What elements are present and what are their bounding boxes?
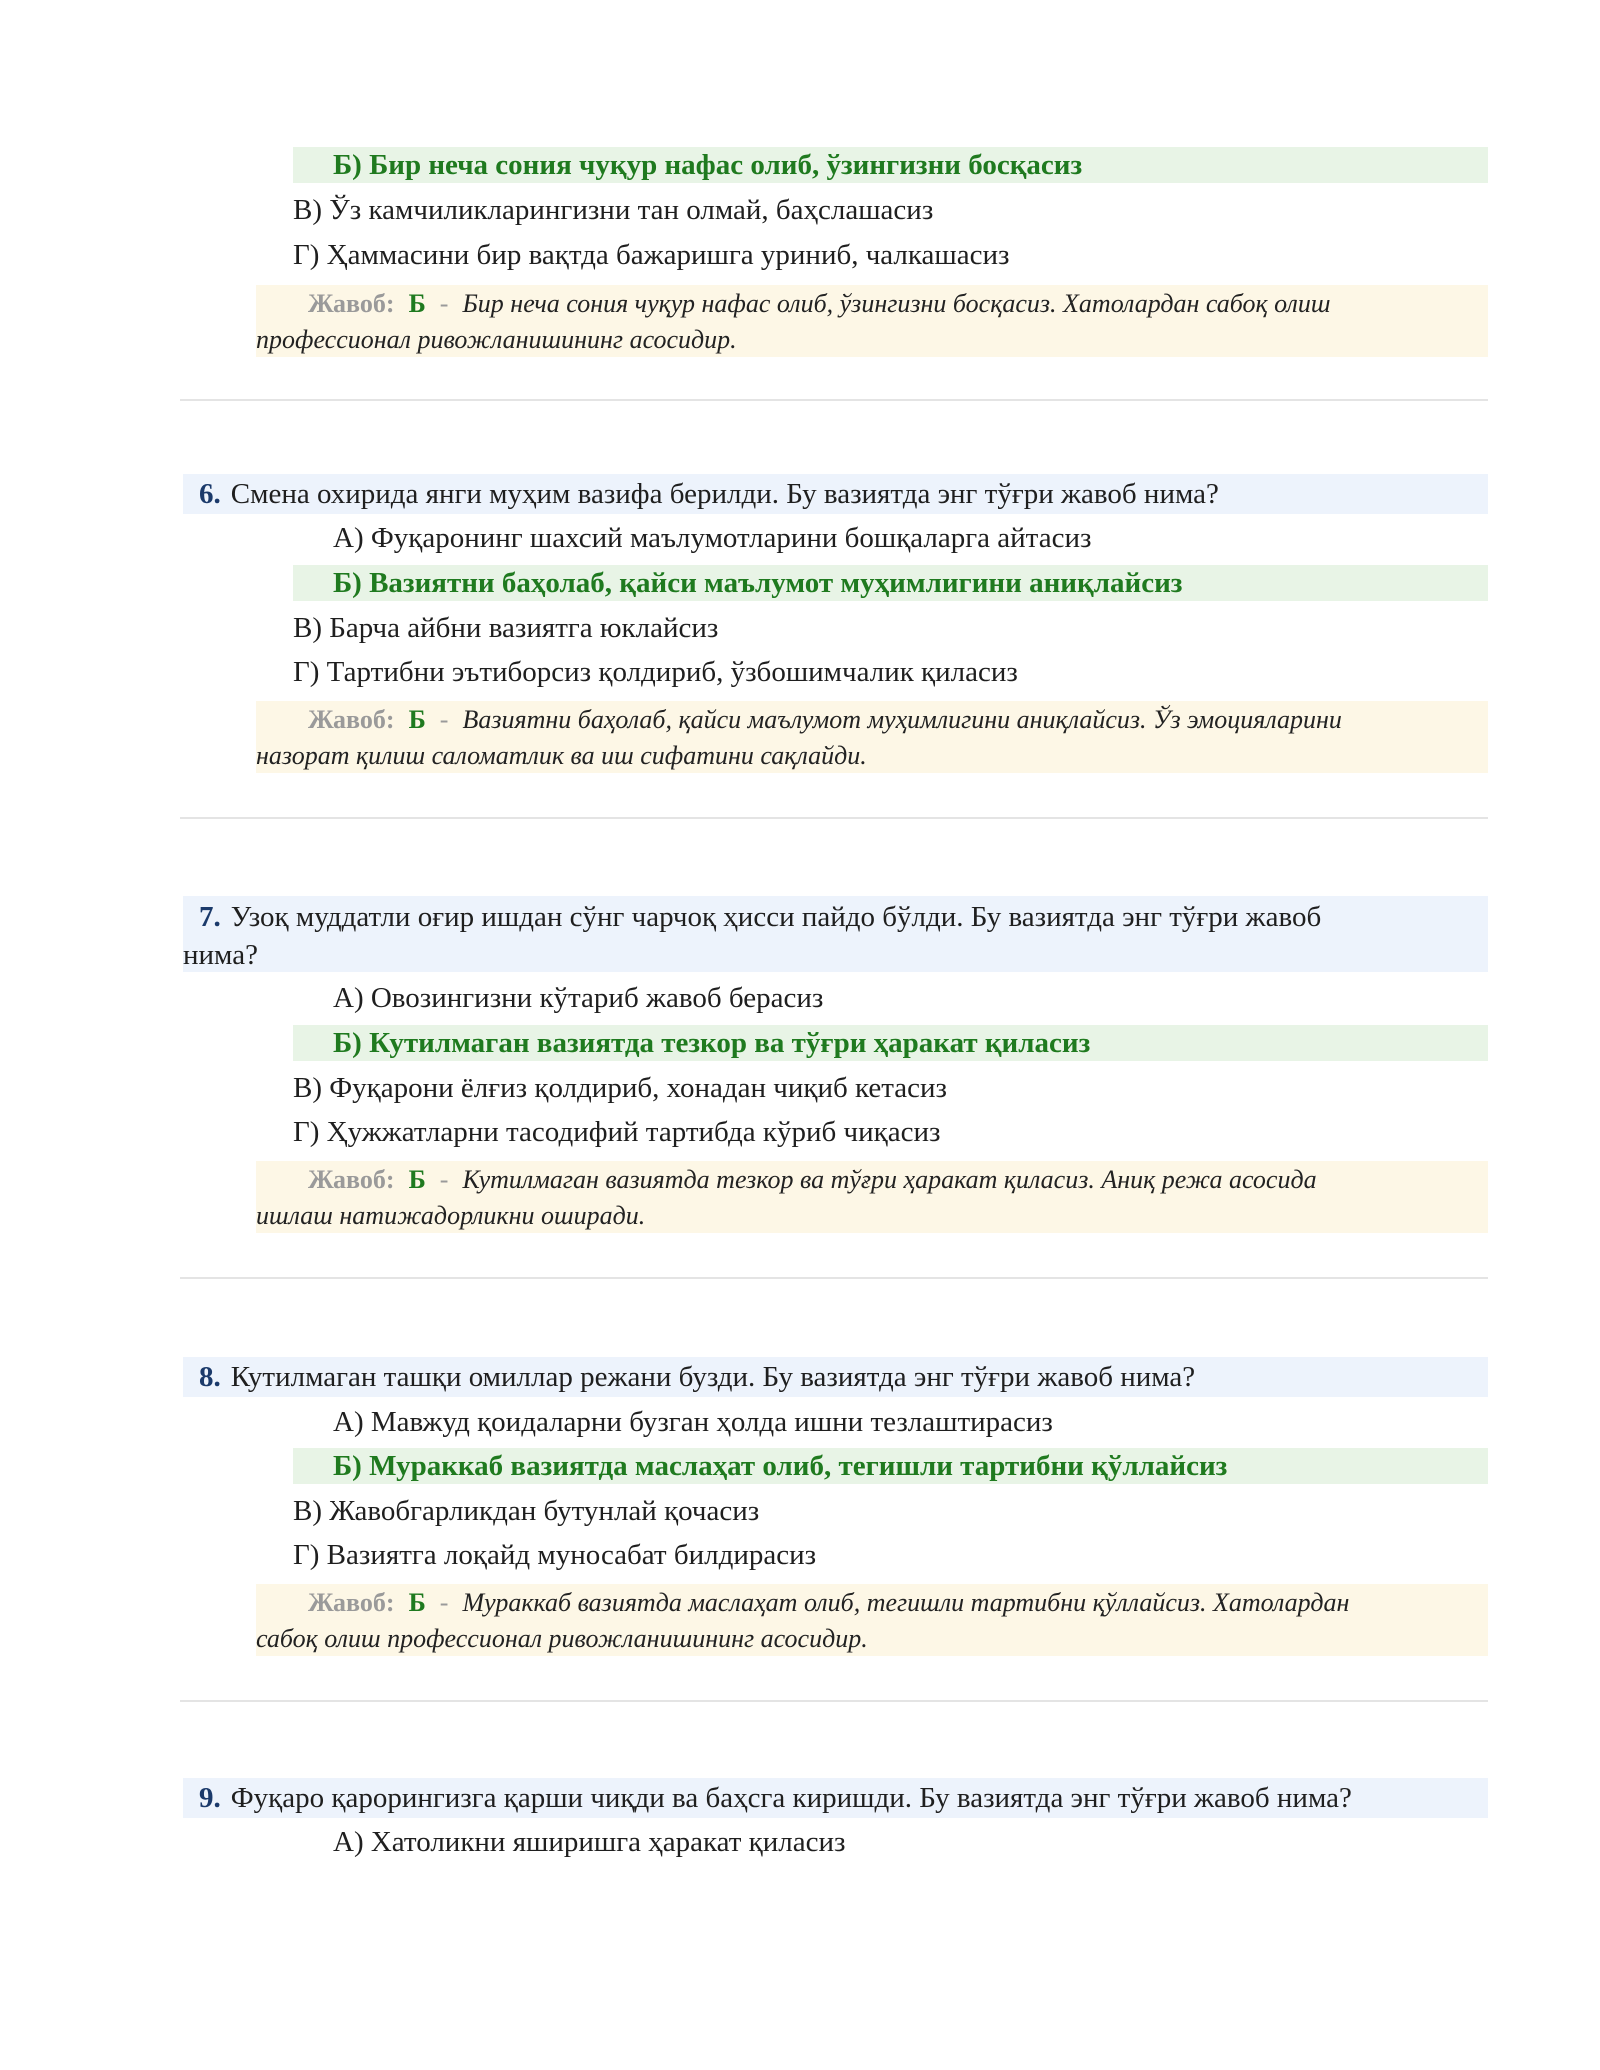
answer-explanation-line2: профессионал ривожланишининг асосидир. [256,325,737,354]
q9-question [183,1778,1488,1818]
answer-explanation-line1: Кутилмаган вазиятда тезкор ва тўғри ҳаракат қиласиз. Аниқ режа асосида [462,1165,1317,1194]
answer-explanation-line2: сабоқ олиш профессионал ривожланишининг асосидир. [256,1624,868,1653]
answer-explanation-line1: Мураккаб вазиятда маслаҳат олиб, тегишли тартибни қўллайсиз. Хатолардан [462,1588,1350,1617]
q8-option-v: В) Жавобгарликдан бутунлай қочасиз [293,1495,760,1527]
answer-dash: - [439,1165,449,1194]
q8-question [183,1357,1488,1397]
question-divider [180,1700,1488,1702]
question-number: 9. [199,1782,221,1814]
q7-answer-box [256,1161,1488,1233]
question-number: 6. [199,478,221,510]
answer-dash: - [439,1588,449,1617]
answer-explanation-line2: ишлаш натижадорликни оширади. [256,1201,646,1230]
q5-option-g: Г) Ҳаммасини бир вақтда бажаришга уриниб, чалкашасиз [293,239,1010,271]
answer-explanation-line1: Бир неча сония чуқур нафас олиб, ўзингизни босқасиз. Хатолардан сабоқ олиш [462,289,1331,318]
q8-answer-box [256,1584,1488,1656]
answer-label: Жавоб: [308,1165,395,1194]
answer-letter: Б [408,1588,426,1617]
answer-label: Жавоб: [308,705,395,734]
question-text: Кутилмаган ташқи омиллар режани бузди. Бу вазиятда энг тўғри жавоб нима? [230,1361,1196,1393]
q7-option-g: Г) Ҳужжатларни тасодифий тартибда кўриб чиқасиз [293,1116,941,1148]
q9-option-a: А) Хатоликни яширишга ҳаракат қиласиз [333,1826,846,1858]
q5-option-b-correct: Б) Бир неча сония чуқур нафас олиб, ўзингизни босқасиз [293,147,1488,183]
answer-letter: Б [408,1165,426,1194]
answer-label: Жавоб: [308,1588,395,1617]
q8-option-g: Г) Вазиятга лоқайд муносабат билдирасиз [293,1539,817,1571]
question-text: Смена охирида янги муҳим вазифа берилди. Бу вазиятда энг тўғри жавоб нима? [230,478,1219,510]
answer-dash: - [439,705,449,734]
question-divider [180,817,1488,819]
q6-option-v: В) Барча айбни вазиятга юклайсиз [293,612,719,644]
question-number: 8. [199,1361,221,1393]
q7-question [183,896,1488,972]
q6-option-b-correct: Б) Вазиятни баҳолаб, қайси маълумот муҳимлигини аниқлайсиз [293,565,1488,601]
answer-explanation-line2: назорат қилиш саломатлик ва иш сифатини сақлайди. [256,741,867,770]
question-text-line1: Узоқ муддатли оғир ишдан сўнг чарчоқ ҳисси пайдо бўлди. Бу вазиятда энг тўғри жавоб [230,901,1322,933]
q5-answer-box [256,285,1488,357]
q6-option-a: А) Фуқаронинг шахсий маълумотларини бошқаларга айтасиз [333,522,1092,554]
question-text: Фуқаро қарорингизга қарши чиқди ва баҳсга киришди. Бу вазиятда энг тўғри жавоб нима? [230,1782,1352,1814]
q8-option-b-correct: Б) Мураккаб вазиятда маслаҳат олиб, тегишли тартибни қўллайсиз [293,1448,1488,1484]
q6-option-g: Г) Тартибни эътиборсиз қолдириб, ўзбошимчалик қиласиз [293,656,1018,688]
answer-label: Жавоб: [308,289,395,318]
q7-option-v: В) Фуқарони ёлғиз қолдириб, хонадан чиқиб кетасиз [293,1072,947,1104]
q7-option-b-correct: Б) Кутилмаган вазиятда тезкор ва тўғри ҳаракат қиласиз [293,1025,1488,1061]
q8-option-a: А) Мавжуд қоидаларни бузган ҳолда ишни тезлаштирасиз [333,1406,1053,1438]
q6-answer-box [256,701,1488,773]
answer-explanation-line1: Вазиятни баҳолаб, қайси маълумот муҳимлигини аниқлайсиз. Ўз эмоцияларини [462,705,1342,734]
answer-letter: Б [408,289,426,318]
question-number: 7. [199,901,221,933]
q5-option-v: В) Ўз камчиликларингизни тан олмай, баҳслашасиз [293,194,934,226]
q7-option-a: А) Овозингизни кўтариб жавоб берасиз [333,982,824,1014]
answer-letter: Б [408,705,426,734]
q6-question [183,474,1488,514]
answer-dash: - [439,289,449,318]
question-divider [180,399,1488,401]
question-divider [180,1277,1488,1279]
question-text-line2: нима? [183,939,258,971]
